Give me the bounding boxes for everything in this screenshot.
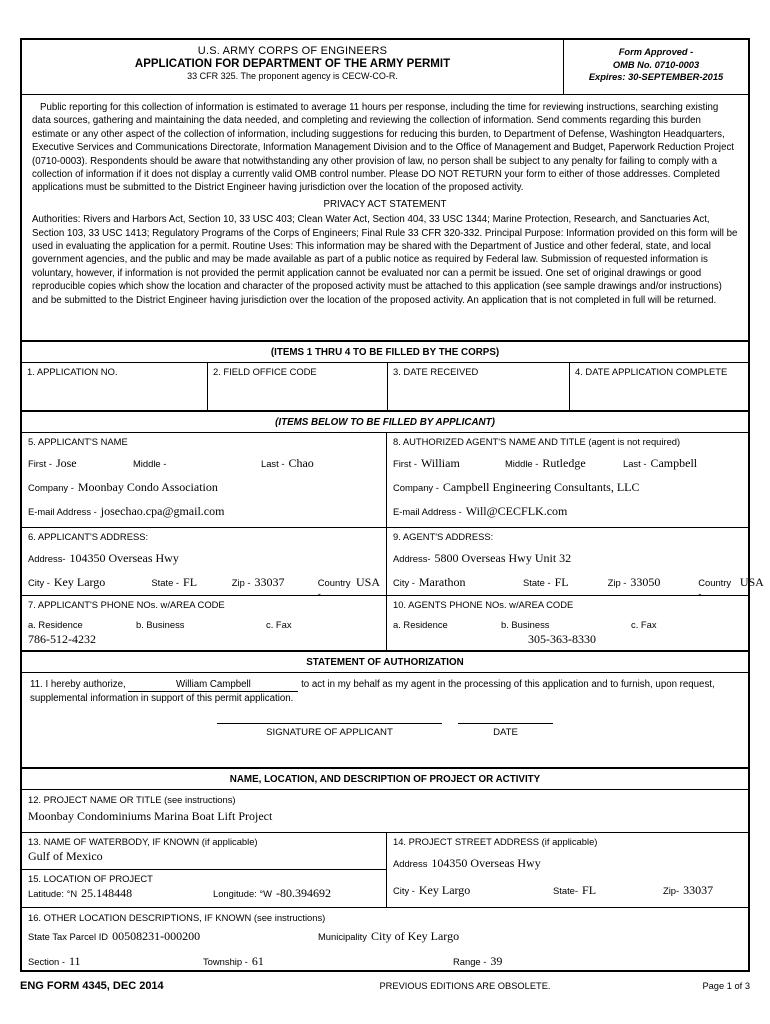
agent-first-name[interactable]: William [420, 456, 460, 470]
applicant-email[interactable]: josechao.cpa@gmail.com [100, 504, 225, 518]
project-city[interactable]: Key Largo [418, 883, 471, 897]
first-name-label: First - [393, 458, 417, 469]
waterbody-value[interactable]: Gulf of Mexico [28, 849, 103, 863]
agent-business-phone[interactable]: 305-363-8330 [528, 632, 596, 646]
eng-form-4345 [20, 38, 764, 972]
state-label: State- [553, 885, 579, 896]
project-section-bar: NAME, LOCATION, AND DESCRIPTION OF PROJECT OR ACTIVITY [22, 767, 748, 789]
agent-street-address[interactable]: 5800 Overseas Hwy Unit 32 [434, 551, 572, 565]
application-no-field[interactable] [22, 363, 207, 410]
item9-agent-address-cell [387, 528, 770, 599]
applicant-zip[interactable]: 33037 [254, 575, 285, 589]
section-value[interactable]: 11 [69, 954, 81, 968]
parcel-id-value[interactable]: 00508231-000200 [112, 929, 201, 943]
project-zip[interactable]: 33037 [683, 883, 714, 897]
agent-city[interactable]: Marathon [418, 575, 466, 589]
applicant-state[interactable]: FL [183, 575, 198, 589]
field-office-code-field[interactable] [207, 363, 387, 410]
date-received-field[interactable] [387, 363, 569, 410]
last-name-label: Last - [261, 458, 285, 469]
item10-agent-phones-cell [387, 596, 748, 650]
omb-expires: Expires: 30-SEPTEMBER-2015 [588, 72, 724, 82]
item7-label: 7. APPLICANT'S PHONE NOs. w/AREA CODE [28, 599, 225, 610]
agent-last-name[interactable]: Campbell [650, 456, 698, 470]
applicant-city[interactable]: Key Largo [53, 575, 106, 589]
date-application-complete-field[interactable] [569, 363, 748, 410]
agent-email[interactable]: Will@CECFLK.com [465, 504, 568, 518]
item5-label: 5. APPLICANT'S NAME [28, 436, 128, 447]
item10-label: 10. AGENTS PHONE NOs. w/AREA CODE [393, 599, 574, 610]
item11-authorization-cell [22, 672, 748, 767]
corps-items-row [22, 362, 748, 410]
state-label: State - [151, 577, 180, 588]
email-label: E-mail Address - [28, 506, 97, 517]
obsolete-note: PREVIOUS EDITIONS ARE OBSOLETE. [379, 981, 551, 991]
burden-paragraph: Public reporting for this collection of information is estimated to average 11 hours per response, including the time for reviewing instructions, searching existing data sources, gathering and maintaining the data needed, and completing and reviewing the collection of information. Send comments regarding this burden estimate or any other aspect of the collection of information, including suggestions for reducing this burden, to Department of Defense, Washington Headquarters, Executive Services and Communications Directorate, Information Management Division and to the Office of Management and Budget, Paperwork Reduction Project (0710-0003). Respondents should be aware that notwithstanding any other provision of law, no person shall be subject to any penalty for failing to comply with a collection of information if it does not display a currently valid OMB control number. Please DO NOT RETURN your form to either of those addresses. Completed applications must be submitted to the District Engineer having jurisdiction over the location of the proposed activity. [32, 102, 734, 194]
state-label: State - [522, 577, 551, 588]
privacy-act-heading: PRIVACY ACT STATEMENT [323, 198, 447, 210]
project-street-address[interactable]: 104350 Overseas Hwy [431, 856, 541, 870]
item12-label: 12. PROJECT NAME OR TITLE (see instructions) [28, 794, 236, 805]
field-office-code-label: 2. FIELD OFFICE CODE [213, 366, 317, 377]
item13-waterbody-cell [22, 833, 386, 870]
signature-block [30, 723, 740, 740]
fax-label: c. Fax [631, 619, 657, 630]
longitude-label: Longitude: °W [213, 888, 272, 899]
country-label: Country - [698, 577, 732, 599]
parcel-id-label: State Tax Parcel ID [28, 931, 109, 942]
form-title: APPLICATION FOR DEPARTMENT OF THE ARMY PERMIT [134, 58, 451, 70]
privacy-act-body: Authorities: Rivers and Harbors Act, Section 10, 33 USC 403; Clean Water Act, Section 404, 33 USC 1344; Marine Protection, Research, and Sanctuaries Act, Section 103, 33 USC 1413; Regulatory Programs of the Corps of Engineers; Final Rule 33 CFR 320-332. Principal Purpose: Information provided on this form will be used in evaluating the application for a permit. Routine Uses: This information may be shared with the Department of Justice and other federal, state, and local government agencies, and the public and may be made available as part of a public notice as required by Federal law. Submission of requested information is voluntary, however, if information is not provided the permit application cannot be evaluated nor can a permit be issued. One set of original drawings or good reproducible copies which show the location and character of the proposed activity must be attached to this application (see sample drawings and/or instructions) and be submitted to the District Engineer having jurisdiction over the location of the proposed activity. An application that is not completed in full will be returned. [32, 214, 738, 306]
authorized-agent-name[interactable]: William Campbell [128, 679, 298, 692]
agency-name: U.S. ARMY CORPS OF ENGINEERS [197, 45, 388, 57]
omb-approval-block [563, 40, 748, 94]
residence-label: a. Residence [28, 619, 83, 630]
signature-date-line[interactable] [458, 723, 553, 740]
waterbody-location-column [22, 833, 387, 907]
municipality-label: Municipality [318, 931, 367, 942]
applicant-country[interactable]: USA [356, 575, 381, 589]
residence-label: a. Residence [393, 619, 448, 630]
middle-name-label: Middle - [133, 458, 167, 469]
email-label: E-mail Address - [393, 506, 462, 517]
zip-label: Zip - [607, 577, 627, 588]
middle-name-label: Middle - [505, 458, 539, 469]
item8-agent-name-cell [387, 433, 748, 527]
item15-label: 15. LOCATION OF PROJECT [28, 873, 153, 884]
form-id: ENG FORM 4345, DEC 2014 [20, 980, 164, 992]
date-label: DATE [493, 726, 518, 738]
applicant-section-bar: (ITEMS BELOW TO BE FILLED BY APPLICANT) [22, 410, 748, 432]
applicant-street-address[interactable]: 104350 Overseas Hwy [69, 551, 179, 565]
item6-applicant-address-cell [22, 528, 387, 599]
form-citation: 33 CFR 325. The proponent agency is CECW-CO-R. [187, 71, 398, 81]
item12-project-name-cell [22, 789, 748, 832]
agent-country[interactable]: USA [739, 575, 764, 589]
township-value[interactable]: 61 [251, 954, 264, 968]
longitude-value[interactable]: -80.394692 [276, 886, 331, 900]
application-no-label: 1. APPLICATION NO. [27, 366, 118, 377]
first-name-label: First - [28, 458, 52, 469]
city-label: City - [28, 577, 50, 588]
applicant-company[interactable]: Moonbay Condo Association [77, 480, 218, 494]
addresses-row [22, 527, 764, 599]
company-label: Company - [393, 482, 439, 493]
company-label: Company - [28, 482, 74, 493]
project-name-value[interactable]: Moonbay Condominiums Marina Boat Lift Project [28, 809, 273, 823]
project-state[interactable]: FL [582, 883, 597, 897]
item5-applicant-name-cell [22, 433, 387, 527]
omb-number: OMB No. 0710-0003 [612, 59, 700, 70]
agent-company[interactable]: Campbell Engineering Consultants, LLC [442, 480, 640, 494]
authorization-section-bar: STATEMENT OF AUTHORIZATION [22, 650, 748, 672]
section-label: Section - [28, 956, 65, 967]
item13-label: 13. NAME OF WATERBODY, IF KNOWN (if applicable) [28, 836, 258, 847]
date-application-complete-label: 4. DATE APPLICATION COMPLETE [575, 366, 728, 377]
agent-middle-name[interactable]: Rutledge [542, 456, 586, 470]
range-label: Range - [453, 956, 487, 967]
item9-label: 9. AGENT'S ADDRESS: [393, 531, 494, 542]
item14-label: 14. PROJECT STREET ADDRESS (if applicable) [393, 836, 598, 847]
municipality-value[interactable]: City of Key Largo [370, 929, 460, 943]
authorization-statement [30, 678, 740, 706]
township-label: Township - [203, 956, 248, 967]
agent-state[interactable]: FL [554, 575, 569, 589]
names-row [22, 432, 748, 527]
range-value[interactable]: 39 [490, 954, 503, 968]
address-label: Address- [393, 553, 431, 564]
address-label: Address- [28, 553, 66, 564]
agent-zip[interactable]: 33050 [630, 575, 661, 589]
item14-project-address-cell [387, 833, 748, 907]
item6-label: 6. APPLICANT'S ADDRESS: [28, 531, 149, 542]
omb-approved: Form Approved - [618, 47, 694, 57]
location-row [22, 832, 748, 907]
country-label: Country - [317, 577, 351, 599]
city-label: City - [393, 885, 415, 896]
latitude-value[interactable]: 25.148448 [81, 886, 133, 900]
business-label: b. Business [501, 619, 550, 630]
address-label: Address [393, 858, 428, 869]
authorization-suffix: to act in my behalf as my agent in the processing of this application and to furnish, upon request, supplemental information in support of this permit application. [30, 679, 715, 704]
date-received-label: 3. DATE RECEIVED [393, 366, 479, 377]
zip-label: Zip- [663, 885, 680, 896]
applicant-residence-phone[interactable]: 786-512-4232 [28, 632, 96, 646]
page-indicator: Page 1 of 3 [702, 981, 750, 991]
applicant-first-name[interactable]: Jose [55, 456, 77, 470]
form-footer [20, 980, 750, 992]
form-header [22, 40, 748, 94]
item8-label: 8. AUTHORIZED AGENT'S NAME AND TITLE (agent is not required) [393, 436, 681, 447]
last-name-label: Last - [623, 458, 647, 469]
item7-applicant-phones-cell [22, 596, 387, 650]
signature-label: SIGNATURE OF APPLICANT [266, 726, 393, 738]
item16-other-locations-cell [22, 907, 748, 973]
applicant-last-name[interactable]: Chao [288, 456, 314, 470]
business-label: b. Business [136, 619, 185, 630]
city-label: City - [393, 577, 415, 588]
fax-label: c. Fax [266, 619, 292, 630]
corps-section-bar: (ITEMS 1 THRU 4 TO BE FILLED BY THE CORPS) [22, 340, 748, 362]
zip-label: Zip - [231, 577, 251, 588]
item15-location-cell [22, 870, 386, 907]
phones-row [22, 595, 748, 650]
intro-section [22, 94, 748, 340]
item16-label: 16. OTHER LOCATION DESCRIPTIONS, IF KNOWN (see instructions) [28, 912, 326, 923]
form-title-block [22, 40, 563, 94]
authorization-prefix: 11. I hereby authorize, [30, 679, 126, 690]
applicant-signature-line[interactable] [217, 723, 442, 740]
latitude-label: Latitude: °N [28, 888, 78, 899]
